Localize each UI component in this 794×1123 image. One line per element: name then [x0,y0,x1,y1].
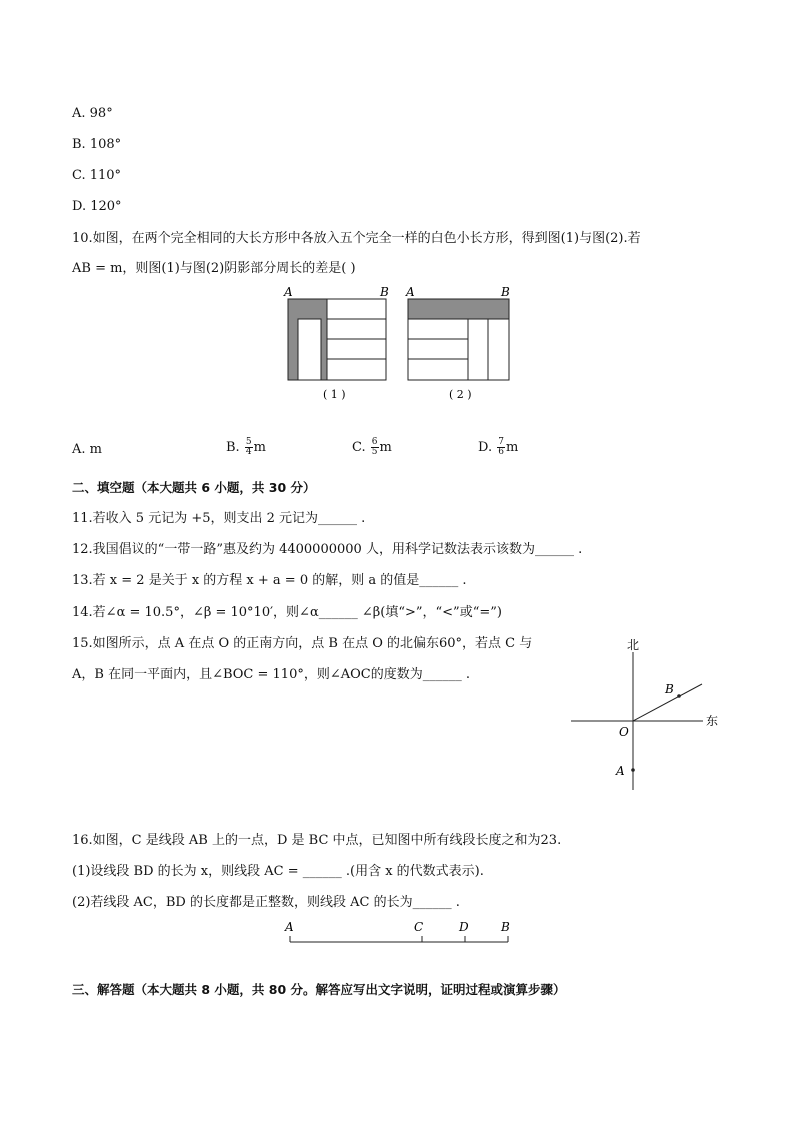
q15-label-o: O [619,725,629,739]
q10-figure [280,282,520,407]
q15-stem-line2: A，B 在同一平面内，且∠BOC = 110°，则∠AOC的度数为______ . [72,667,470,682]
q15-stem-line1: 15.如图所示，点 A 在点 O 的正南方向，点 B 在点 O 的北偏东60°，若点 C 与 [72,636,533,651]
q10-figure-2 [405,285,510,401]
q10-figure-1 [283,285,389,401]
q10-option-d-den: 6 [498,447,504,457]
q10-option-d-fraction [497,438,505,457]
q10-option-b-den: 4 [245,447,252,457]
q16-label-b: B [501,920,510,934]
q9-option-c: C. 110° [72,168,122,183]
q10-option-d [478,438,518,457]
q11-text: 11.若收入 5 元记为 +5，则支出 2 元记为______ . [72,511,366,526]
section3-heading: 三、解答题（本大题共 8 小题，共 80 分。解答应写出文字说明，证明过程或演算步骤） [72,982,566,997]
q15-label-a: A [616,764,625,778]
q10-option-c-suffix: m [379,440,392,455]
q15-point-b [677,694,681,698]
q10-option-d-suffix: m [505,440,519,455]
q16-label-c: C [414,920,424,934]
q10-stem-line2: AB = m，则图(1)与图(2)阴影部分周长的差是( ) [72,261,356,276]
q16-stem-line1: 16.如图，C 是线段 AB 上的一点，D 是 BC 中点，已知图中所有线段长度之和为23. [72,833,562,848]
q10-option-c [352,438,392,457]
q15-compass-figure [565,632,735,794]
q10-fig1-label-a: A [284,285,293,299]
q16-label-d: D [459,920,469,934]
q16-segment-figure [280,918,520,948]
q10-fig2-shaded [408,299,509,319]
q16-label-a: A [285,920,294,934]
q10-option-b-num: 5 [245,437,252,447]
q10-option-b-suffix: m [253,440,266,455]
q12-text: 12.我国倡议的“一带一路”惠及约为 4400000000 人，用科学记数法表示该数为______ . [72,542,583,557]
q10-option-b [226,438,266,457]
q15-point-a [631,768,635,772]
q10-stem-line1: 10.如图，在两个完全相同的大长方形中各放入五个完全一样的白色小长方形，得到图(1)与图(2).若 [72,231,641,246]
q15-label-north: 北 [627,638,640,652]
q9-option-d: D. 120° [72,199,122,214]
q10-option-c-den: 5 [371,447,378,457]
q16-part2: (2)若线段 AC，BD 的长度都是正整数，则线段 AC 的长为______ . [72,895,460,910]
q13-text: 13.若 x = 2 是关于 x 的方程 x + a = 0 的解，则 a 的值是______ . [72,573,467,588]
q9-option-b: B. 108° [72,137,122,152]
q10-option-d-prefix: D. [478,440,493,455]
q10-option-a: A. m [72,442,102,457]
q15-label-east: 东 [706,714,719,728]
q10-fig1-caption: ( 1 ) [323,388,346,401]
q10-fig2-label-a: A [406,285,415,299]
q10-option-d-num: 7 [498,437,504,447]
q10-option-c-num: 6 [371,437,378,447]
q10-option-b-fraction [245,438,253,457]
q15-label-b: B [665,682,674,696]
q10-option-c-fraction [371,438,379,457]
q10-option-b-prefix: B. [226,440,240,455]
q9-option-a: A. 98° [72,106,113,121]
q16-part1: (1)设线段 BD 的长为 x，则线段 AC = ______ .(用含 x 的代数式表示). [72,864,484,879]
q10-fig1-label-b: B [380,285,389,299]
q10-option-c-prefix: C. [352,440,366,455]
q10-fig2-label-b: B [501,285,510,299]
q14-text: 14.若∠α = 10.5°，∠β = 10°10′，则∠α______ ∠β(填“>”，“<”或“=”) [72,605,502,620]
q10-fig2-caption: ( 2 ) [449,388,472,401]
section2-heading: 二、填空题（本大题共 6 小题，共 30 分） [72,480,316,495]
